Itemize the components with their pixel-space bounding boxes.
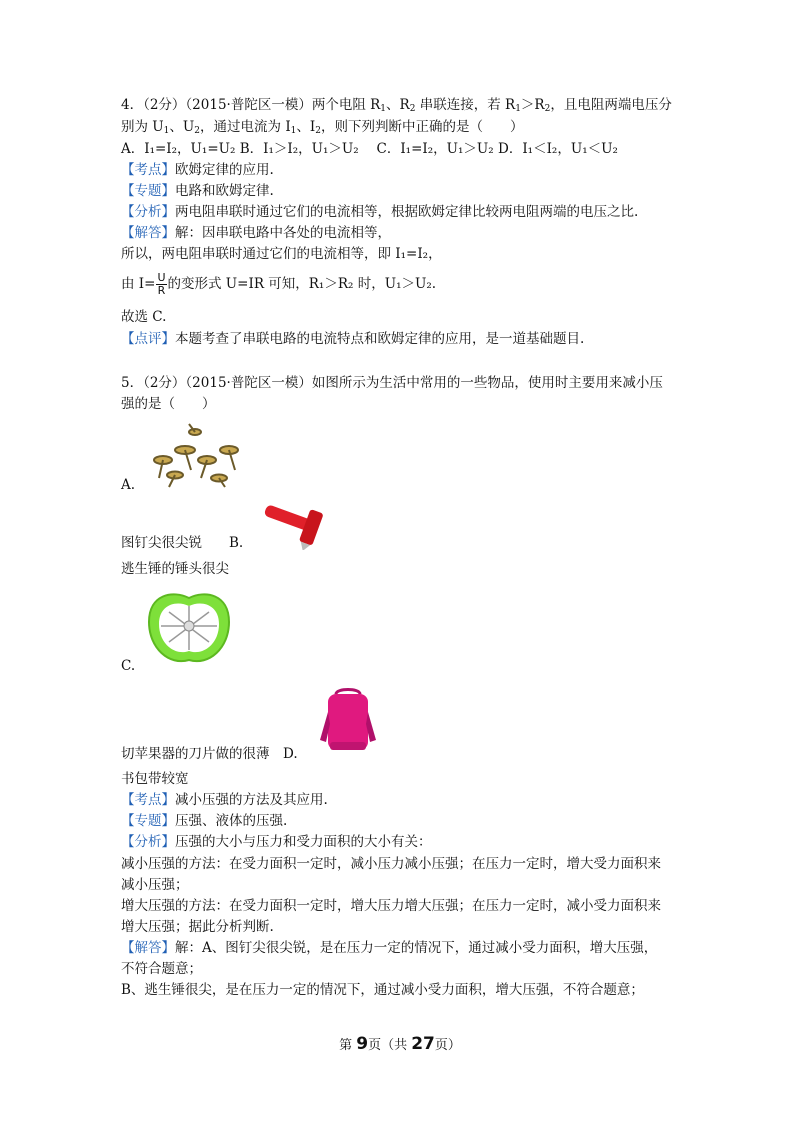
q5-line1: 5．（2分）（2015·普陀区一模）如图所示为生活中常用的一些物品，使用时主要用来减小压 bbox=[121, 375, 663, 391]
q5-fenxi-line4: 增大压强的方法：在受力面积一定时，增大压力增大压强；在压力一定时，减小受力面积来 bbox=[121, 898, 661, 914]
fenxi-tag: 【分析】 bbox=[121, 834, 175, 850]
zhuanti-tag: 【专题】 bbox=[121, 183, 175, 199]
backpack-image bbox=[316, 688, 380, 758]
q4-kaodian: 【考点】欧姆定律的应用. bbox=[121, 162, 274, 178]
q4-zhuanti: 【专题】电路和欧姆定律. bbox=[121, 183, 274, 199]
q4-jieda-line2: 所以，两电阻串联时通过它们的电流相等，即 I₁=I₂， bbox=[121, 246, 442, 262]
q5-fenxi-line2: 减小压强的方法：在受力面积一定时，减小压力减小压强；在压力一定时，增大受力面积来 bbox=[121, 856, 661, 872]
q4-fenxi: 【分析】两电阻串联时通过它们的电流相等，根据欧姆定律比较两电阻两端的电压之比. bbox=[121, 204, 639, 220]
q5-jieda-line2: 不符合题意； bbox=[121, 961, 202, 977]
option-d-caption: 书包带较宽 bbox=[121, 771, 189, 787]
q4-guxuan: 故选 C. bbox=[121, 309, 167, 325]
zhuanti-tag: 【专题】 bbox=[121, 813, 175, 829]
kaodian-tag: 【考点】 bbox=[121, 792, 175, 808]
page-number: 9 bbox=[356, 1034, 369, 1054]
fenxi-tag: 【分析】 bbox=[121, 204, 175, 220]
option-c-label: C. bbox=[121, 658, 136, 674]
q4-options: A．I₁=I₂，U₁=U₂ B．I₁＞I₂，U₁＞U₂ C．I₁=I₂，U₁＞U₂ D．I₁＜I₂，U₁＜U₂ bbox=[121, 141, 618, 157]
q4-jieda: 【解答】解：因串联电路中各处的电流相等， bbox=[121, 225, 391, 241]
option-a-caption: 图钉尖很尖锐 B. bbox=[121, 535, 244, 551]
option-b-caption: 逃生锤的锤头很尖 bbox=[121, 561, 229, 577]
q5-fenxi-line3: 减小压强； bbox=[121, 877, 189, 893]
option-d-label: D. bbox=[283, 746, 298, 762]
q4-jieda-line3: 由 I= $\frac{U}{R}$ 的变形式 U=IR 可知，R₁＞R₂ 时，U₁＞U₂. bbox=[121, 271, 437, 297]
q5-fenxi-line5: 增大压强；据此分析判断. bbox=[121, 919, 274, 935]
q5-jieda-line3: B、逃生锤很尖，是在压力一定的情况下，通过减小受力面积，增大压强，不符合题意； bbox=[121, 982, 644, 998]
q4-line2: 别为 $U_1$、$U_2$，通过电流为 $I_1$、$I_2$，则下列判断中正确的是（ ） bbox=[121, 119, 524, 136]
fraction-u-over-r: $\frac{U}{R}$ bbox=[157, 271, 166, 297]
option-a-label: A. bbox=[121, 477, 136, 493]
jieda-tag: 【解答】 bbox=[121, 225, 175, 241]
dianping-tag: 【点评】 bbox=[121, 331, 175, 347]
q5-jieda: 【解答】解：A、图钉尖很尖锐，是在压力一定的情况下，通过减小受力面积，增大压强， bbox=[121, 940, 658, 956]
page-footer: 第 9页（共 27页） bbox=[339, 1034, 461, 1054]
option-c-caption: 切苹果器的刀片做的很薄 D. bbox=[121, 746, 298, 762]
kaodian-tag: 【考点】 bbox=[121, 162, 175, 178]
total-pages: 27 bbox=[411, 1034, 435, 1054]
q5-zhuanti: 【专题】压强、液体的压强. bbox=[121, 813, 288, 829]
q4-line1: 4．（2分）（2015·普陀区一模）两个电阻 $R_1$、$R_2$ 串联连接，若 $R_1>R_2$，且电阻两端电压分 bbox=[121, 97, 672, 114]
jieda-tag: 【解答】 bbox=[121, 940, 175, 956]
q5-fenxi: 【分析】压强的大小与压力和受力面积的大小有关： bbox=[121, 834, 432, 850]
option-b-label: B. bbox=[229, 535, 244, 551]
q4-dianping: 【点评】本题考查了串联电路的电流特点和欧姆定律的应用，是一道基础题目. bbox=[121, 331, 585, 347]
escape-hammer-image bbox=[258, 500, 328, 550]
thumbtacks-image bbox=[145, 420, 245, 490]
q5-kaodian: 【考点】减小压强的方法及其应用. bbox=[121, 792, 328, 808]
q5-line2: 强的是（ ） bbox=[121, 396, 216, 412]
apple-slicer-image bbox=[143, 588, 235, 668]
